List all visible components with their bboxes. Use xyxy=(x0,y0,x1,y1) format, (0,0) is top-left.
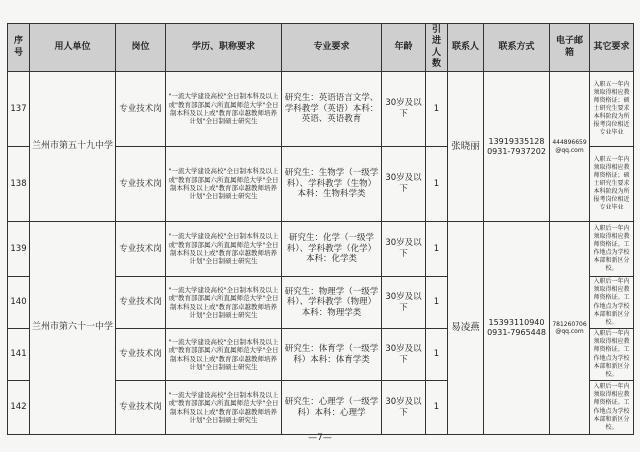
row-number: 137 xyxy=(8,72,30,147)
row-number: 139 xyxy=(8,222,30,277)
qualification: "一流大学建设高校"全日制本科及以上或"教育部部属六所直属师范大学"全日制本科及以上或"教育部卓越教师培养计划"全日制硕士研究生 xyxy=(166,147,282,222)
header-no: 序号 xyxy=(8,24,30,72)
contact-email: 781260706@qq.com xyxy=(550,222,590,435)
other-requirement: 入职五一年内须取得相应教师资格证；硕士研究生要求本科阶段为所报考岗位相近专业毕业 xyxy=(590,147,634,222)
hire-count: 1 xyxy=(426,329,448,381)
header-email: 电子邮箱 xyxy=(550,24,590,72)
employer-unit: 兰州市第五十九中学 xyxy=(30,72,116,222)
post-type: 专业技术岗 xyxy=(116,222,166,277)
other-requirement: 入职后一年内须取得相应教师资格证。工作地点为学校本部和新区分校。 xyxy=(590,381,634,435)
major-requirement: 研究生：生物学（一级学科）、学科教学（生物）本科：生物科学类 xyxy=(282,147,382,222)
header-count: 引进人数 xyxy=(426,24,448,72)
age-requirement: 30岁及以下 xyxy=(382,277,426,329)
major-requirement: 研究生：英语语言文学、学科教学（英语）本科：英语、英语教育 xyxy=(282,72,382,147)
hire-count: 1 xyxy=(426,147,448,222)
employer-unit: 兰州市第六十一中学 xyxy=(30,222,116,435)
row-number: 142 xyxy=(8,381,30,435)
header-post: 岗位 xyxy=(116,24,166,72)
age-requirement: 30岁及以下 xyxy=(382,381,426,435)
hire-count: 1 xyxy=(426,222,448,277)
contact-email: 444896659@qq.com xyxy=(550,72,590,222)
other-requirement: 入职后一年内须取得相应教师资格证。工作地点为学校本部和新区分校。 xyxy=(590,222,634,277)
page-number: —7— xyxy=(308,433,332,443)
qualification: "一流大学建设高校"全日制本科及以上或"教育部部属六所直属师范大学"全日制本科及以上或"教育部卓越教师培养计划"全日制硕士研究生 xyxy=(166,222,282,277)
contact-person: 易凌燕 xyxy=(448,222,484,435)
post-type: 专业技术岗 xyxy=(116,381,166,435)
header-contact: 联系人 xyxy=(448,24,484,72)
hire-count: 1 xyxy=(426,72,448,147)
table-row xyxy=(8,72,634,147)
header-age: 年龄 xyxy=(382,24,426,72)
qualification: "一流大学建设高校"全日制本科及以上或"教育部部属六所直属师范大学"全日制本科及以上或"教育部卓越教师培养计划"全日制硕士研究生 xyxy=(166,277,282,329)
qualification: "一流大学建设高校"全日制本科及以上或"教育部部属六所直属师范大学"全日制本科及以上或"教育部卓越教师培养计划"全日制硕士研究生 xyxy=(166,72,282,147)
other-requirement: 入职五一年内须取得相应教师资格证；硕士研究生要求本科阶段为所报考岗位相近专业毕业 xyxy=(590,72,634,147)
post-type: 专业技术岗 xyxy=(116,277,166,329)
other-requirement: 入职后一年内须取得相应教师资格证。工作地点为学校本部和新区分校。 xyxy=(590,277,634,329)
hire-count: 1 xyxy=(426,381,448,435)
contact-phone: 13919335128 0931-7937202 xyxy=(484,72,550,222)
major-requirement: 研究生：心理学（一级学科）本科：心理学 xyxy=(282,381,382,435)
major-requirement: 研究生：体育学（一级学科）本科：体育学类 xyxy=(282,329,382,381)
header-qual: 学历、职称要求 xyxy=(166,24,282,72)
age-requirement: 30岁及以下 xyxy=(382,329,426,381)
major-requirement: 研究生：物理学（一级学科）、学科教学（物理）本科：物理学类 xyxy=(282,277,382,329)
major-requirement: 研究生：化学（一级学科）、学科教学（化学）本科：化学类 xyxy=(282,222,382,277)
row-number: 140 xyxy=(8,277,30,329)
qualification: "一流大学建设高校"全日制本科及以上或"教育部部属六所直属师范大学"全日制本科及以上或"教育部卓越教师培养计划"全日制硕士研究生 xyxy=(166,329,282,381)
post-type: 专业技术岗 xyxy=(116,147,166,222)
age-requirement: 30岁及以下 xyxy=(382,147,426,222)
header-phone: 联系方式 xyxy=(484,24,550,72)
other-requirement: 入职后一年内须取得相应教师资格证。工作地点为学校本部和新区分校。 xyxy=(590,329,634,381)
table-row xyxy=(8,222,634,277)
row-number: 138 xyxy=(8,147,30,222)
age-requirement: 30岁及以下 xyxy=(382,72,426,147)
row-number: 141 xyxy=(8,329,30,381)
hire-count: 1 xyxy=(426,277,448,329)
header-major: 专业要求 xyxy=(282,24,382,72)
header-unit: 用人单位 xyxy=(30,24,116,72)
contact-person: 张晓丽 xyxy=(448,72,484,222)
header-other: 其它要求 xyxy=(590,24,634,72)
table-header-row xyxy=(8,24,634,72)
post-type: 专业技术岗 xyxy=(116,329,166,381)
age-requirement: 30岁及以下 xyxy=(382,222,426,277)
contact-phone: 15393110940 0931-7965448 xyxy=(484,222,550,435)
qualification: "一流大学建设高校"全日制本科及以上或"教育部部属六所直属师范大学"全日制本科及以上或"教育部卓越教师培养计划"全日制硕士研究生 xyxy=(166,381,282,435)
post-type: 专业技术岗 xyxy=(116,72,166,147)
recruitment-table xyxy=(7,23,634,435)
